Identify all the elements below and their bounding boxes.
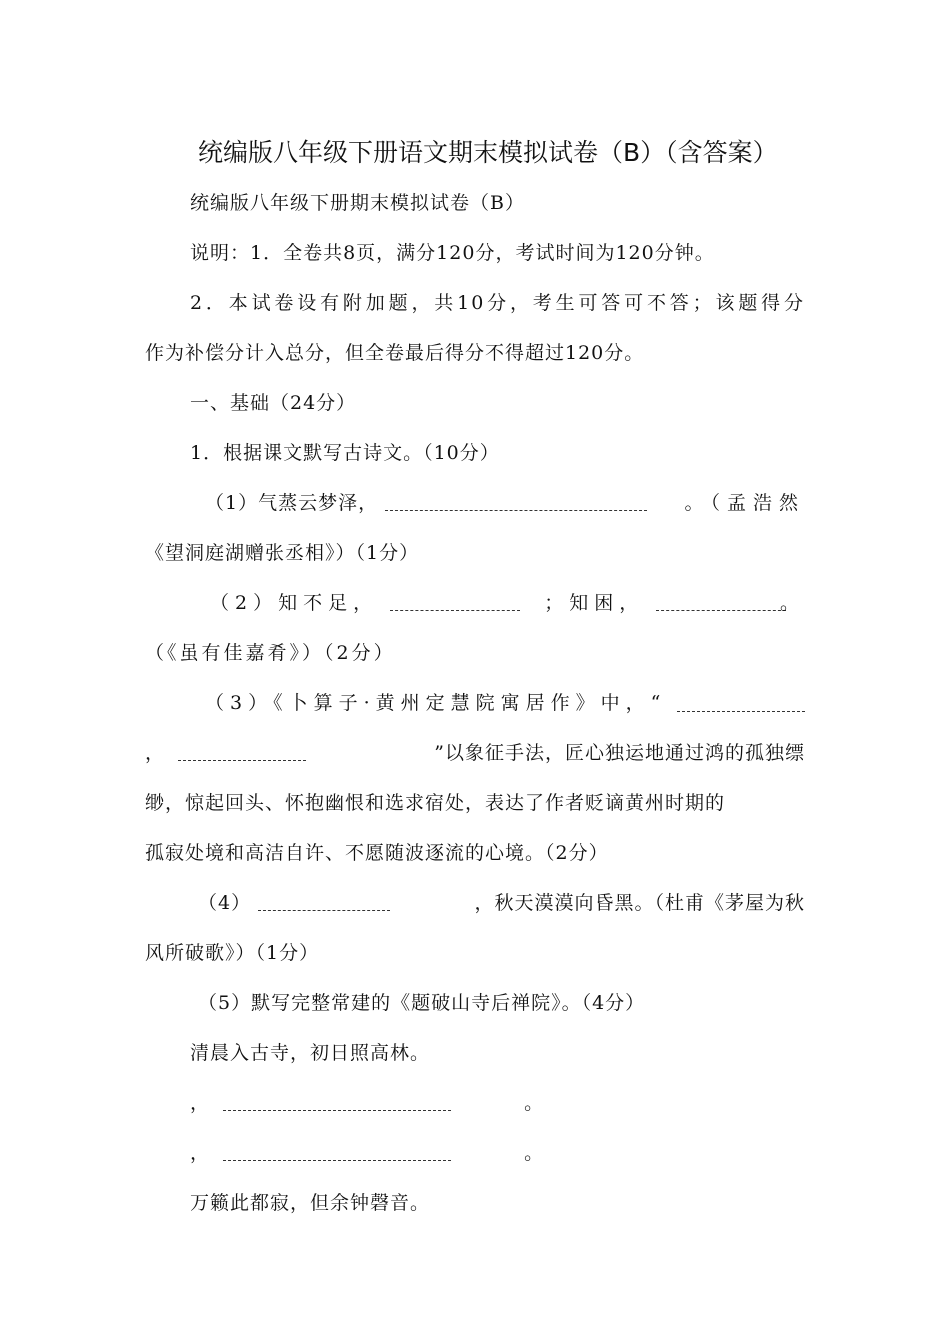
question-1-part-3-line-3: 缈，惊起回头、怀抱幽恨和选求宿处，表达了作者贬谪黄州时期的 bbox=[145, 792, 726, 814]
question-1-part-4 bbox=[198, 888, 805, 915]
instructions-line-1: 说明：1．全卷共8页，满分120分，考试时间为120分钟。 bbox=[190, 242, 715, 264]
answer-blank[interactable] bbox=[390, 591, 520, 611]
answer-blank[interactable] bbox=[656, 591, 786, 611]
answer-blank[interactable] bbox=[677, 692, 805, 712]
instructions-line-3: 作为补偿分计入总分，但全卷最后得分不得超过120分。 bbox=[145, 342, 645, 364]
part-4-label: （4） bbox=[198, 892, 252, 914]
poem-line-2-period: 。 bbox=[524, 1092, 545, 1114]
poem-line-2-comma: ， bbox=[190, 1092, 211, 1114]
part-2-end: 。 bbox=[779, 592, 805, 614]
poem-line-1: 清晨入古寺，初日照高林。 bbox=[190, 1042, 431, 1064]
part-3-comma: ， bbox=[145, 742, 166, 764]
part-1-source: 。（孟浩然 bbox=[684, 492, 805, 514]
section-heading: 一、基础（24分） bbox=[190, 392, 357, 414]
question-1: 1．根据课文默写古诗文。（10分） bbox=[190, 442, 500, 464]
poem-line-4: 万籁此都寂，但余钟磬音。 bbox=[190, 1192, 431, 1214]
question-1-part-2 bbox=[210, 588, 805, 615]
part-1-text: （1）气蒸云梦泽， bbox=[205, 492, 379, 514]
poem-line-3-comma: ， bbox=[190, 1142, 211, 1164]
part-4-text: ，秋天漠漠向昏黑。（杜甫《茅屋为秋 bbox=[474, 892, 805, 914]
answer-blank[interactable] bbox=[223, 1091, 451, 1111]
exam-subtitle: 统编版八年级下册期末模拟试卷（B） bbox=[190, 192, 525, 214]
answer-blank[interactable] bbox=[385, 491, 647, 511]
part-3-text-2: ”以象征手法，匠心独运地通过鸿的孤独缥 bbox=[434, 742, 805, 764]
question-1-part-1 bbox=[205, 488, 805, 515]
question-1-part-3-line-4: 孤寂处境和高洁自许、不愿随波逐流的心境。（2分） bbox=[145, 842, 609, 864]
document-title: 统编版八年级下册语文期末模拟试卷（B）（含答案） bbox=[198, 138, 778, 167]
part-2-mid: ；知困， bbox=[544, 592, 645, 614]
question-1-part-4-cont: 风所破歌》）（1分） bbox=[145, 942, 320, 964]
poem-line-3 bbox=[190, 1138, 544, 1165]
answer-blank[interactable] bbox=[223, 1141, 451, 1161]
question-1-part-3-line-2 bbox=[145, 738, 805, 765]
instructions-line-2: 2．本试卷设有附加题，共10分，考生可答可不答；该题得分 bbox=[190, 292, 805, 314]
question-1-part-2-cont: （《虽有佳嘉肴》）（2分） bbox=[145, 642, 396, 664]
part-2-text: （2）知不足， bbox=[210, 592, 379, 614]
answer-blank[interactable] bbox=[258, 891, 390, 911]
question-1-part-1-cont: 《望洞庭湖赠张丞相》）（1分） bbox=[145, 542, 420, 564]
answer-blank[interactable] bbox=[178, 741, 306, 761]
question-1-part-3 bbox=[205, 688, 805, 715]
poem-line-2 bbox=[190, 1088, 544, 1115]
question-1-part-5: （5）默写完整常建的《题破山寺后禅院》。（4分） bbox=[198, 992, 646, 1014]
poem-line-3-period: 。 bbox=[524, 1142, 545, 1164]
part-3-text: （3）《卜算子·黄州定慧院寓居作》中，“ bbox=[205, 692, 667, 714]
